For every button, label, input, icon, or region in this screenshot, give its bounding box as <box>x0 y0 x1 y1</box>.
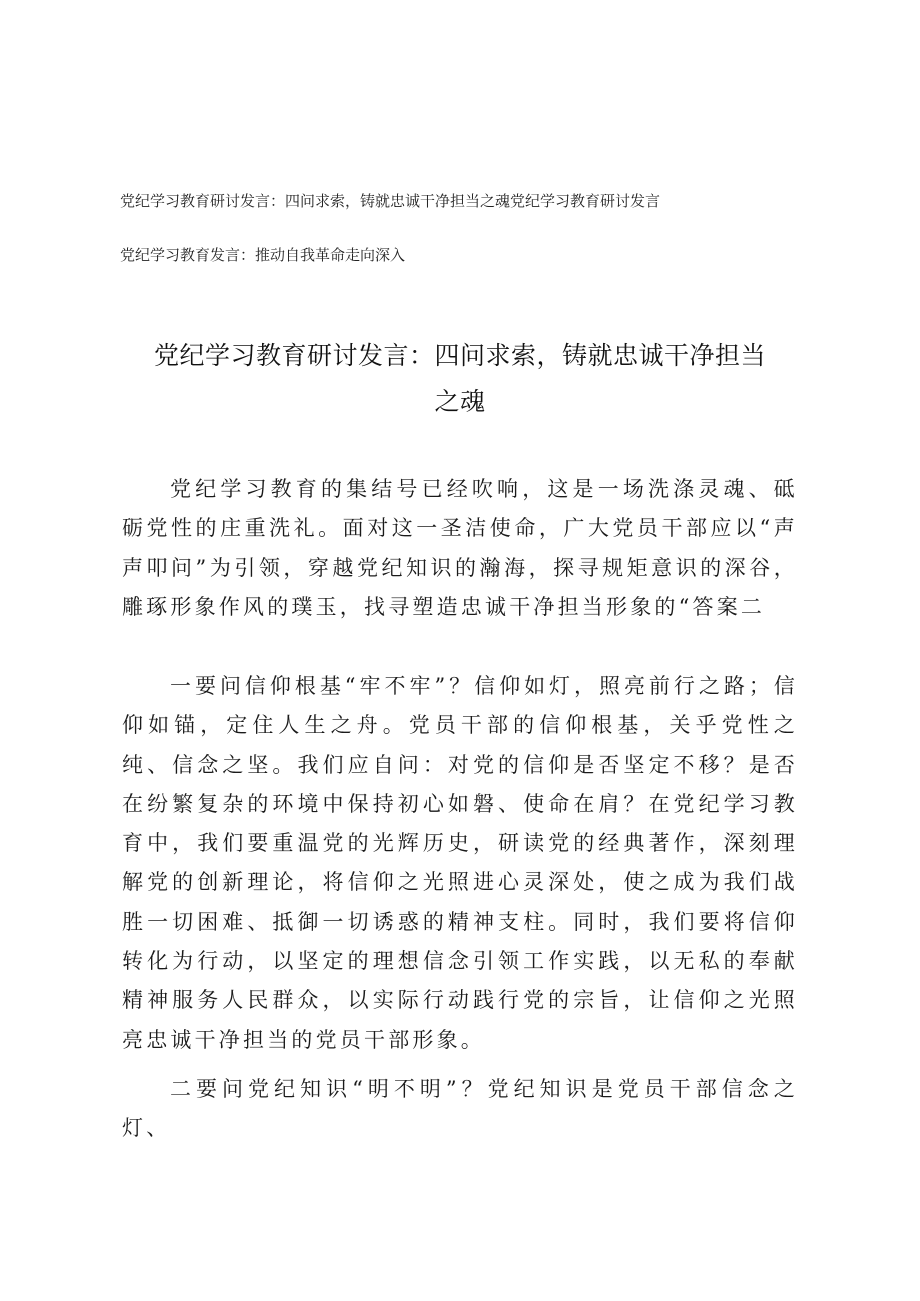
article-title-line: 党纪学习教育研讨发言：四问求索，铸就忠诚干净担当 <box>153 341 766 370</box>
toc-entry: 党纪学习教育研讨发言：四问求索，铸就忠诚干净担当之魂党纪学习教育研讨发言 <box>120 192 661 210</box>
article-title-line: 之魂 <box>434 387 486 416</box>
paragraph-question-one: 一要问信仰根基“牢不牢”？信仰如灯，照亮前行之路；信仰如锚，定住人生之舟。党员干部的信仰根基，关乎党性之纯、信念之坚。我们应自问：对党的信仰是否坚定不移？是否在纷繁复杂的环境中保持初心如磐、使命在肩？在党纪学习教育中，我们要重温党的光辉历史，研读党的经典著作，深刻理解党的创新理论，将信仰之光照进心灵深处，使之成为我们战胜一切困难、抵御一切诱惑的精神支柱。同时，我们要将信仰转化为行动，以坚定的理想信念引领工作实践，以无私的奉献精神服务人民群众，以实际行动践行党的宗旨，让信仰之光照亮忠诚干净担当的党员干部形象。 <box>122 674 798 1052</box>
paragraph-intro: 党纪学习教育的集结号已经吹响，这是一场洗涤灵魂、砥砺党性的庄重洗礼。面对这一圣洁使命，广大党员干部应以“声声叩问”为引领，穿越党纪知识的瀚海，探寻规矩意识的深谷，雕琢形象作风的璞玉，找寻塑造忠诚干净担当形象的“答案二 <box>122 477 798 619</box>
toc-entry: 党纪学习教育发言：推动自我革命走向深入 <box>120 246 406 264</box>
article-title <box>120 333 800 425</box>
paragraph-question-two: 二要问党纪知识“明不明”？党纪知识是党员干部信念之灯、 <box>122 1077 798 1141</box>
